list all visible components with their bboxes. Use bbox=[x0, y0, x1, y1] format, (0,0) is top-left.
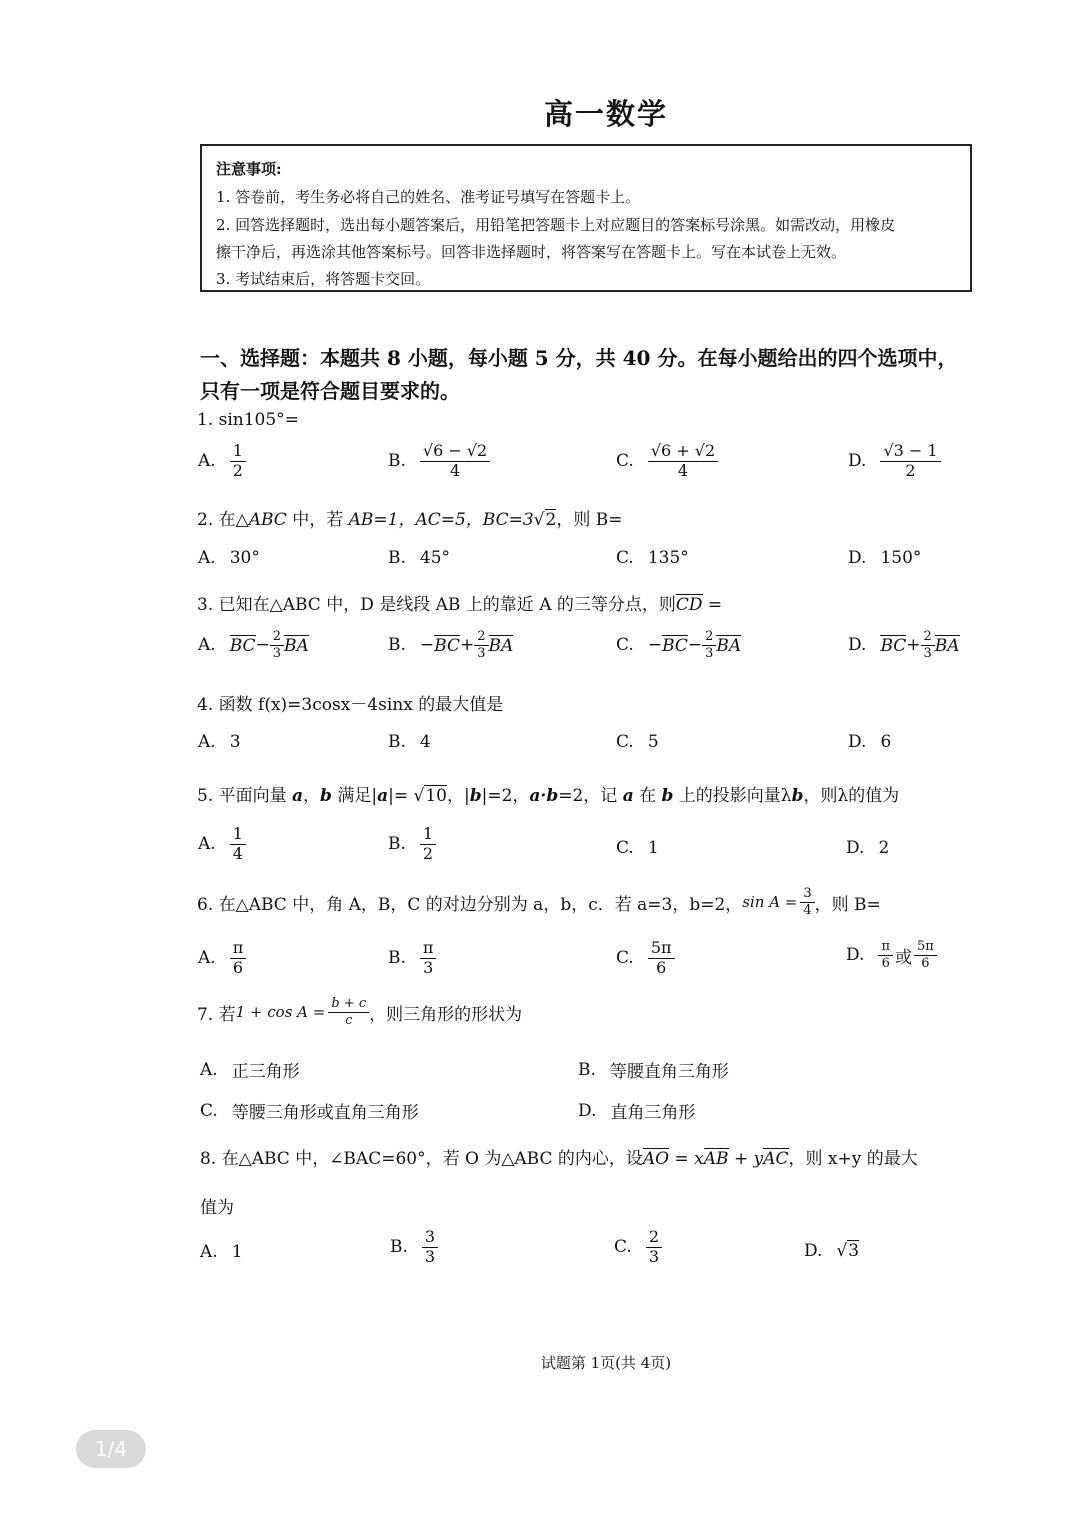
denominator: 6 bbox=[921, 955, 930, 971]
option-label: B. bbox=[578, 1059, 596, 1080]
numerator: 2 bbox=[921, 630, 935, 646]
stem-text: ，则 x+y 的最大 bbox=[788, 1149, 918, 1169]
fraction bbox=[270, 630, 284, 660]
fraction bbox=[921, 630, 935, 660]
vector-symbol: b bbox=[661, 786, 674, 806]
option-label: C. bbox=[614, 1237, 632, 1258]
numerator: 5π bbox=[648, 940, 675, 959]
numerator: 1 bbox=[230, 443, 246, 462]
q2-option-b bbox=[388, 548, 450, 568]
q1-option-b bbox=[388, 443, 490, 480]
page-footer: 试题第 1页(共 4页) bbox=[540, 1354, 672, 1372]
vector: BA bbox=[488, 635, 514, 656]
denominator: 3 bbox=[648, 1246, 659, 1266]
option-text: 2 bbox=[878, 838, 890, 858]
numerator: 1 bbox=[420, 826, 436, 845]
option-label: A. bbox=[198, 948, 216, 969]
stem-math: = x bbox=[669, 1149, 704, 1169]
question-6-stem bbox=[197, 887, 881, 917]
option-label: B. bbox=[388, 732, 406, 752]
q5-option-d bbox=[846, 838, 889, 858]
fraction bbox=[648, 940, 675, 977]
stem-math: AB=1，AC=5，BC=3 bbox=[348, 510, 534, 530]
q8-option-c bbox=[614, 1229, 662, 1266]
notice-line-2: 2. 回答选择题时，选出每小题答案后，用铅笔把答题卡上对应题目的答案标号涂黑。如需改动，用橡皮 bbox=[216, 216, 896, 234]
option-label: D. bbox=[848, 548, 867, 568]
question-7-stem bbox=[197, 997, 522, 1027]
vector-symbol: b bbox=[469, 786, 482, 806]
option-text: 45° bbox=[419, 548, 451, 568]
denominator: 3 bbox=[423, 957, 434, 977]
vector: BC bbox=[229, 635, 256, 656]
numerator: 2 bbox=[646, 1229, 662, 1248]
vector-symbol: b bbox=[791, 786, 804, 806]
option-text: 1 bbox=[231, 1242, 243, 1262]
denominator: 2 bbox=[232, 460, 243, 480]
q4-option-c bbox=[616, 732, 659, 752]
vector: BA bbox=[716, 635, 742, 656]
numerator: 2 bbox=[702, 630, 716, 646]
stem-text: = bbox=[702, 595, 723, 615]
vector-symbol: a bbox=[377, 786, 389, 806]
operator: − bbox=[255, 635, 270, 656]
option-text: 直角三角形 bbox=[610, 1103, 696, 1123]
stem-text: 上的投影向量λ bbox=[673, 786, 792, 806]
stem-text: ，| bbox=[446, 786, 470, 806]
q6-option-b bbox=[388, 940, 436, 977]
denominator: 2 bbox=[905, 460, 916, 480]
operator: + bbox=[459, 635, 475, 656]
vector-symbol: a bbox=[292, 786, 304, 806]
operator: − bbox=[687, 635, 703, 656]
option-label: B. bbox=[388, 635, 406, 656]
option-label: A. bbox=[198, 548, 216, 568]
option-label: D. bbox=[578, 1100, 597, 1121]
stem-math: 1 + cos A = bbox=[235, 1003, 326, 1022]
q1-option-a bbox=[198, 443, 246, 480]
vector: BC bbox=[434, 635, 460, 656]
vector: BC bbox=[880, 635, 907, 656]
numerator: π bbox=[420, 940, 437, 959]
question-2-stem bbox=[197, 505, 622, 530]
numerator: √6 + √2 bbox=[648, 443, 718, 462]
option-label: B. bbox=[388, 948, 406, 969]
denominator: 3 bbox=[424, 1246, 436, 1266]
option-text: 3 bbox=[229, 732, 241, 752]
numerator: √3 − 1 bbox=[880, 443, 940, 462]
vector-symbol: b bbox=[320, 786, 332, 806]
denominator: c bbox=[345, 1012, 353, 1028]
q8-option-a bbox=[200, 1242, 243, 1262]
option-label: D. bbox=[846, 838, 865, 858]
q7-option-a bbox=[200, 1057, 300, 1082]
operator: + bbox=[906, 635, 921, 656]
vector-symbol: a bbox=[622, 786, 634, 806]
stem-text: ， bbox=[303, 786, 321, 806]
fraction bbox=[800, 887, 814, 917]
denominator: 6 bbox=[881, 955, 890, 971]
fraction bbox=[878, 940, 893, 970]
vector: AC bbox=[763, 1149, 789, 1169]
stem-math: + y bbox=[728, 1149, 764, 1169]
section-heading-line-1: 一、选择题：本题共 8 小题，每小题 5 分，共 40 分。在每小题给出的四个选项中， bbox=[200, 346, 958, 370]
numerator: 1 bbox=[230, 826, 246, 845]
option-text: 4 bbox=[419, 732, 431, 752]
numerator: b + c bbox=[328, 997, 369, 1013]
vector: BA bbox=[284, 635, 309, 656]
fraction bbox=[420, 443, 490, 480]
option-text: 等腰直角三角形 bbox=[609, 1062, 729, 1082]
stem-text: 3. 已知在△ABC 中，D 是线段 AB 上的靠近 A 的三等分点，则 bbox=[197, 595, 676, 615]
question-8-stem-cont: 值为 bbox=[200, 1198, 234, 1218]
stem-text: ，则 B= bbox=[814, 894, 881, 915]
option-label: B. bbox=[390, 1237, 408, 1258]
notice-line-3: 擦干净后，再选涂其他答案标号。回答非选择题时，将答案写在答题卡上。写在本试卷上无效。 bbox=[216, 243, 847, 261]
fraction bbox=[880, 443, 940, 480]
stem-text: 2. 在△ bbox=[197, 510, 249, 530]
option-label: D. bbox=[804, 1240, 823, 1261]
operator: − bbox=[647, 635, 663, 656]
option-text: 6 bbox=[880, 732, 892, 752]
vector-symbol: a·b bbox=[529, 786, 559, 806]
stem-text: 在 bbox=[633, 786, 662, 806]
q6-option-a bbox=[198, 940, 246, 977]
q7-option-b bbox=[578, 1057, 729, 1082]
option-text: 等腰三角形或直角三角形 bbox=[231, 1103, 419, 1123]
option-label: A. bbox=[198, 451, 216, 472]
option-label: D. bbox=[846, 945, 865, 966]
option-label: D. bbox=[848, 451, 867, 472]
option-label: C. bbox=[616, 548, 634, 568]
option-text: 5 bbox=[647, 732, 659, 752]
denominator: 4 bbox=[677, 460, 689, 480]
q4-option-a bbox=[198, 732, 241, 752]
denominator: 6 bbox=[232, 957, 244, 977]
option-text: 150° bbox=[880, 548, 922, 568]
numerator: 5π bbox=[914, 940, 937, 956]
question-1-stem: 1. sin105°= bbox=[197, 410, 299, 430]
stem-text: |= bbox=[388, 786, 414, 806]
option-text: 正三角形 bbox=[231, 1062, 300, 1082]
numerator: 3 bbox=[800, 887, 814, 903]
q1-option-d bbox=[848, 443, 941, 480]
fraction bbox=[702, 630, 716, 660]
numerator: √6 − √2 bbox=[420, 443, 490, 462]
question-4-stem: 4. 函数 f(x)=3cosx－4sinx 的最大值是 bbox=[197, 695, 504, 715]
vector: AO bbox=[642, 1149, 670, 1169]
fraction bbox=[230, 826, 246, 863]
option-text: 或 bbox=[894, 947, 912, 968]
denominator: 2 bbox=[422, 843, 434, 863]
radicand: 3 bbox=[848, 1241, 860, 1261]
fraction bbox=[474, 630, 488, 660]
denominator: 4 bbox=[449, 460, 461, 480]
option-label: B. bbox=[388, 548, 406, 568]
option-label: B. bbox=[388, 451, 406, 472]
question-3-stem bbox=[197, 590, 722, 615]
question-8-stem bbox=[200, 1144, 918, 1169]
q4-option-b bbox=[388, 732, 431, 752]
vector: AB bbox=[703, 1149, 729, 1169]
vector: CD bbox=[675, 595, 703, 615]
numerator: π bbox=[878, 940, 893, 956]
notice-line-1: 1. 答卷前，考生务必将自己的姓名、准考证号填写在答题卡上。 bbox=[216, 188, 641, 206]
fraction bbox=[646, 1229, 662, 1266]
option-label: D. bbox=[848, 732, 867, 752]
vector: BC bbox=[662, 635, 688, 656]
q6-option-c bbox=[616, 940, 675, 977]
option-label: A. bbox=[200, 1059, 218, 1080]
option-label: C. bbox=[200, 1100, 218, 1121]
q1-option-c bbox=[616, 443, 718, 480]
denominator: 4 bbox=[803, 902, 812, 918]
stem-text: ，则λ的值为 bbox=[803, 786, 900, 806]
q2-option-c bbox=[616, 548, 689, 568]
q3-option-a bbox=[198, 630, 309, 660]
stem-text: 中，若 bbox=[286, 510, 349, 530]
notice-heading: 注意事项: bbox=[216, 160, 282, 178]
option-text: 30° bbox=[229, 548, 260, 568]
option-text: 135° bbox=[647, 548, 689, 568]
denominator: 3 bbox=[477, 645, 486, 661]
stem-text: 7. 若 bbox=[197, 1004, 236, 1025]
denominator: 6 bbox=[656, 957, 667, 977]
option-label: C. bbox=[616, 838, 634, 858]
fraction bbox=[422, 1229, 438, 1266]
option-label: A. bbox=[198, 834, 216, 855]
stem-math: ABC bbox=[248, 510, 287, 530]
numerator: π bbox=[230, 940, 247, 959]
page-title: 高一数学 bbox=[543, 97, 668, 131]
q3-option-b bbox=[388, 630, 513, 660]
denominator: 3 bbox=[923, 645, 932, 661]
stem-text: ，则三角形的形状为 bbox=[369, 1004, 523, 1025]
q5-option-c bbox=[616, 838, 659, 858]
vector: BA bbox=[934, 635, 960, 656]
q2-option-a bbox=[198, 548, 260, 568]
section-heading-line-2: 只有一项是符合题目要求的。 bbox=[200, 379, 460, 403]
fraction bbox=[230, 940, 247, 977]
fraction bbox=[420, 940, 437, 977]
q5-option-b bbox=[388, 826, 436, 863]
option-label: C. bbox=[616, 451, 634, 472]
q3-option-d bbox=[848, 630, 960, 660]
numerator: 2 bbox=[474, 630, 488, 646]
sqrt-sign: √ bbox=[836, 1240, 848, 1261]
fraction bbox=[328, 997, 369, 1027]
notice-box bbox=[200, 144, 972, 292]
q3-option-c bbox=[616, 630, 741, 660]
q2-option-d bbox=[848, 548, 921, 568]
stem-text: =2，记 bbox=[558, 786, 623, 806]
sqrt-sign: √ bbox=[413, 786, 425, 806]
fraction bbox=[230, 443, 246, 480]
q4-option-d bbox=[848, 732, 891, 752]
q8-option-b bbox=[390, 1229, 438, 1266]
denominator: 3 bbox=[272, 645, 282, 661]
q7-option-d bbox=[578, 1098, 695, 1123]
stem-text: 5. 平面向量 bbox=[197, 786, 293, 806]
denominator: 4 bbox=[232, 843, 243, 863]
stem-text: ，则 B= bbox=[556, 510, 623, 530]
page-indicator[interactable]: 1/4 bbox=[76, 1430, 146, 1468]
sqrt-sign: √ bbox=[533, 510, 545, 530]
stem-text: |=2， bbox=[481, 786, 530, 806]
option-label: A. bbox=[198, 732, 216, 752]
stem-text: 满足| bbox=[331, 786, 378, 806]
q5-option-a bbox=[198, 826, 246, 863]
numerator: 3 bbox=[422, 1229, 438, 1248]
stem-text: 8. 在△ABC 中，∠BAC=60°，若 O 为△ABC 的内心，设 bbox=[200, 1149, 643, 1169]
option-label: D. bbox=[848, 635, 867, 656]
option-label: A. bbox=[200, 1242, 218, 1262]
q8-option-d bbox=[804, 1240, 859, 1261]
fraction bbox=[420, 826, 436, 863]
radicand: 2 bbox=[545, 510, 557, 530]
stem-text: 6. 在△ABC 中，角 A，B，C 的对边分别为 a，b，c．若 a=3，b=2， bbox=[197, 894, 743, 915]
numerator: 2 bbox=[270, 630, 284, 646]
option-label: C. bbox=[616, 732, 634, 752]
question-5-stem bbox=[197, 781, 899, 806]
option-label: C. bbox=[616, 635, 634, 656]
radicand: 10 bbox=[425, 786, 447, 806]
notice-line-4: 3. 考试结束后，将答题卡交回。 bbox=[216, 270, 431, 288]
stem-math: sin A = bbox=[742, 893, 798, 912]
option-label: C. bbox=[616, 948, 634, 969]
operator: − bbox=[419, 635, 435, 656]
fraction bbox=[914, 940, 937, 970]
denominator: 3 bbox=[705, 645, 714, 661]
q6-option-d bbox=[846, 940, 937, 970]
q7-option-c bbox=[200, 1098, 419, 1123]
option-label: A. bbox=[198, 635, 216, 656]
option-label: B. bbox=[388, 834, 406, 855]
option-text: 1 bbox=[647, 838, 659, 858]
fraction bbox=[648, 443, 718, 480]
